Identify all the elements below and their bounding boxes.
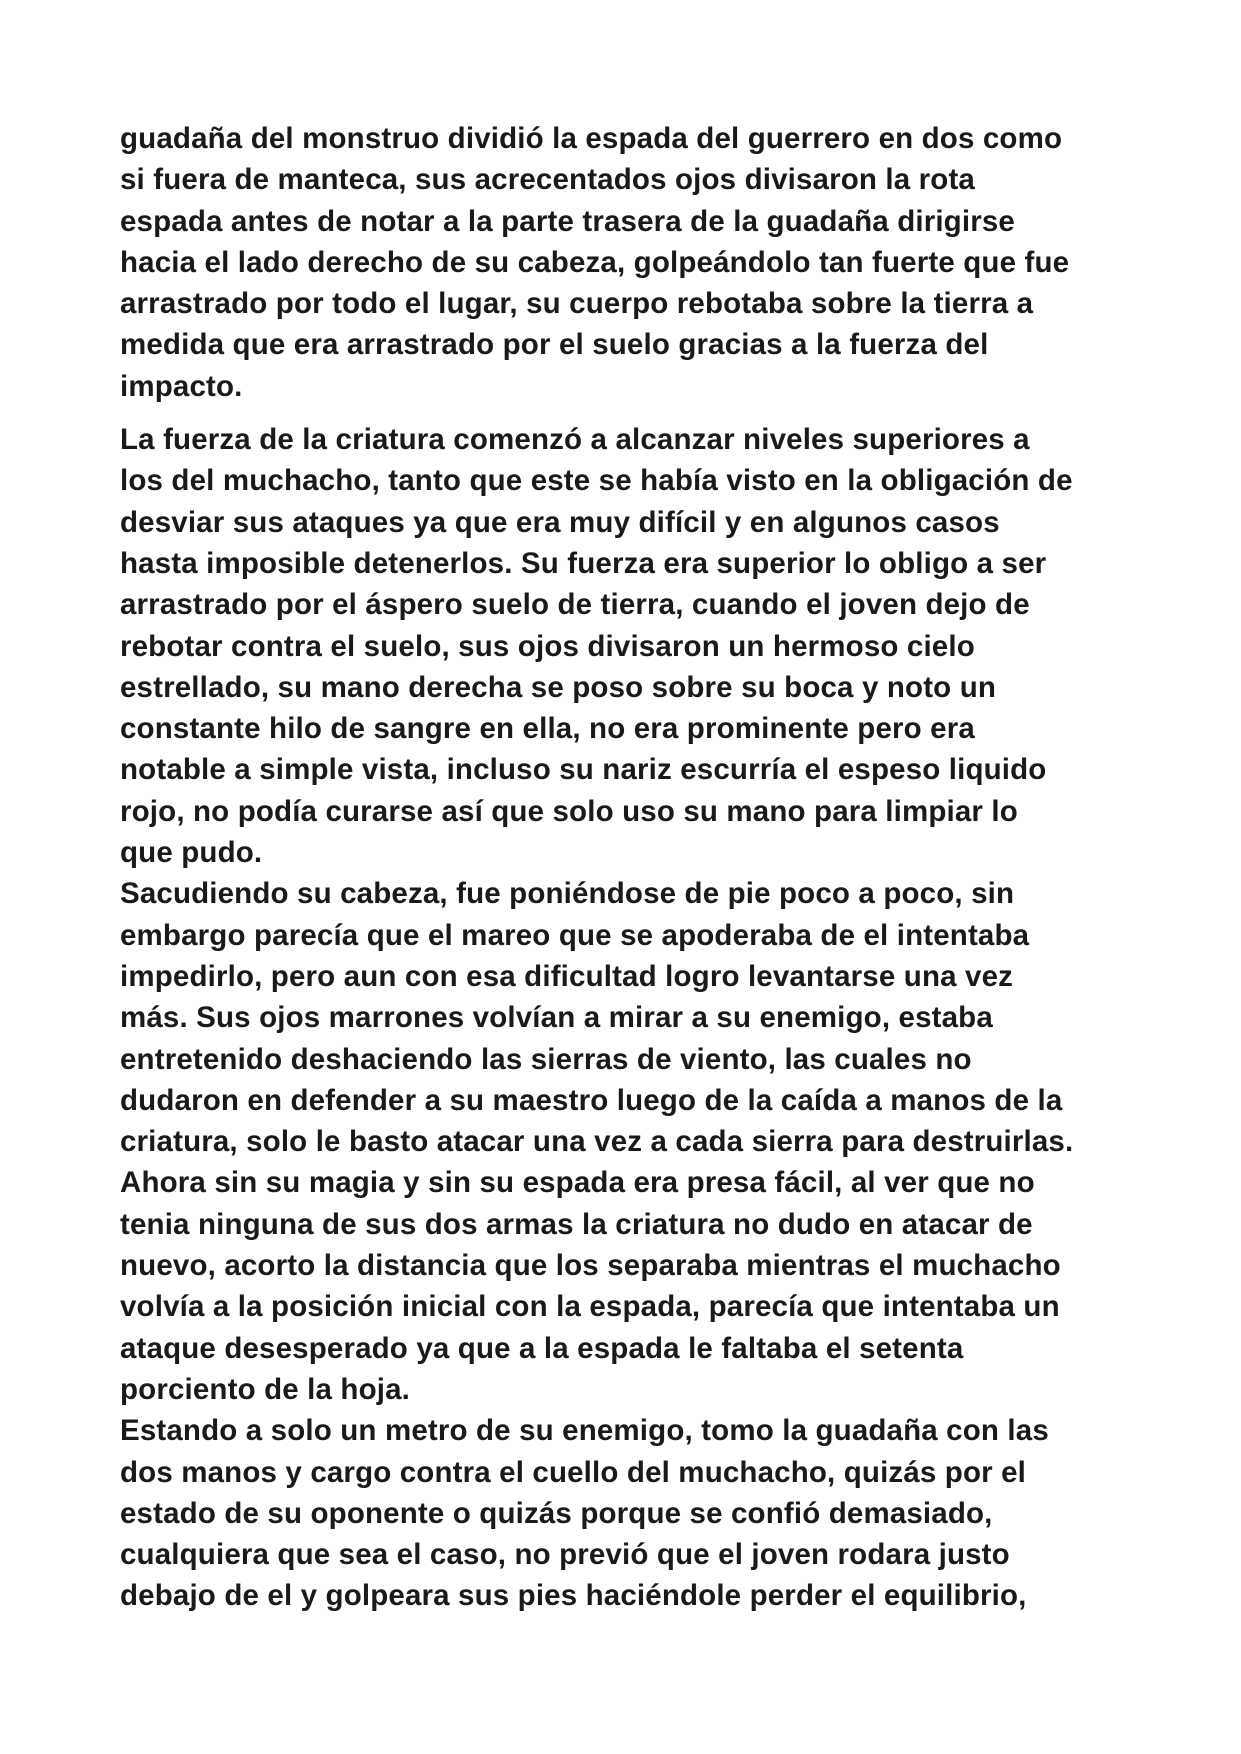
text-line: criatura, solo le basto atacar una vez a cada sierra para destruirlas. [120, 1125, 1074, 1159]
text-line: estado de su oponente o quizás porque se confió demasiado, [120, 1496, 993, 1530]
text-line: rebotar contra el suelo, sus ojos divisaron un hermoso cielo [120, 629, 975, 663]
text-line: dudaron en defender a su maestro luego de la caída a manos de la [120, 1083, 1063, 1117]
text-line: estrellado, su mano derecha se poso sobre su boca y noto un [120, 670, 997, 704]
text-line: medida que era arrastrado por el suelo gracias a la fuerza del [120, 328, 989, 362]
text-line: ataque desesperado ya que a la espada le faltaba el setenta [120, 1331, 964, 1365]
text-line: arrastrado por todo el lugar, su cuerpo rebotaba sobre la tierra a [120, 287, 1034, 321]
text-line: notable a simple vista, incluso su nariz escurría el espeso liquido [120, 753, 1047, 787]
text-line: dos manos y cargo contra el cuello del muchacho, quizás por el [120, 1455, 1026, 1489]
text-line: que pudo. [120, 836, 263, 870]
text-line: guadaña del monstruo dividió la espada del guerrero en dos como [120, 122, 1063, 155]
text-line: arrastrado por el áspero suelo de tierra, cuando el joven dejo de [120, 588, 1030, 622]
text-line: hacia el lado derecho de su cabeza, golpeándolo tan fuerte que fue [120, 245, 1070, 279]
text-line: más. Sus ojos marrones volvían a mirar a su enemigo, estaba [120, 1001, 993, 1035]
text-line: debajo de el y golpeara sus pies haciéndole perder el equilibrio, [120, 1579, 1027, 1613]
text-line: nuevo, acorto la distancia que los separaba mientras el muchacho [120, 1249, 1061, 1283]
text-line: constante hilo de sangre en ella, no era prominente pero era [120, 712, 975, 746]
paragraph-1 [120, 118, 1161, 407]
text-line: rojo, no podía curarse así que solo uso su mano para limpiar lo [120, 794, 1018, 828]
text-line: porciento de la hoja. [120, 1372, 410, 1406]
text-line: tenia ninguna de sus dos armas la criatura no dudo en atacar de [120, 1207, 1033, 1241]
text-line: los del muchacho, tanto que este se había visto en la obligación de [120, 464, 1073, 498]
text-line: Sacudiendo su cabeza, fue poniéndose de pie poco a poco, sin [120, 877, 1015, 911]
text-line: desviar sus ataques ya que era muy difícil y en algunos casos [120, 505, 1000, 539]
text-line: si fuera de manteca, sus acrecentados ojos divisaron la rota [120, 163, 975, 197]
paragraph-spacing [120, 407, 1161, 419]
text-line: volvía a la posición inicial con la espada, parecía que intentaba un [120, 1290, 1060, 1324]
paragraph-2 [120, 419, 1161, 1617]
text-line: embargo parecía que el mareo que se apoderaba de el intentaba [120, 918, 1030, 952]
text-line: impedirlo, pero aun con esa dificultad logro levantarse una vez [120, 959, 1014, 993]
text-line: La fuerza de la criatura comenzó a alcanzar niveles superiores a [120, 423, 1030, 457]
body-text [120, 118, 1161, 1617]
text-line: Estando a solo un metro de su enemigo, tomo la guadaña con las [120, 1414, 1049, 1448]
text-line: entretenido deshaciendo las sierras de viento, las cuales no [120, 1042, 972, 1076]
text-line: cualquiera que sea el caso, no previó que el joven rodara justo [120, 1538, 1010, 1572]
text-line: impacto. [120, 369, 243, 403]
text-line: Ahora sin su magia y sin su espada era presa fácil, al ver que no [120, 1166, 1035, 1200]
text-line: espada antes de notar a la parte trasera de la guadaña dirigirse [120, 204, 1015, 238]
text-line: hasta imposible detenerlos. Su fuerza era superior lo obligo a ser [120, 546, 1047, 580]
